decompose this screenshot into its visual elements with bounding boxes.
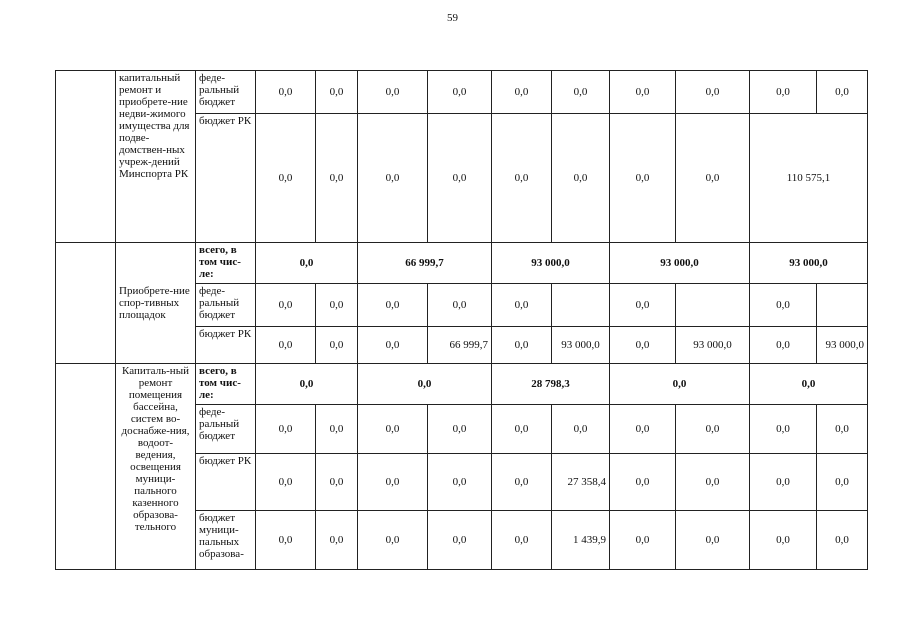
value-cell: 0,0 [256,405,316,454]
value-cell: 0,0 [492,454,552,511]
total-value: 0,0 [358,364,492,405]
value-cell [817,284,868,327]
value-cell: 0,0 [316,71,358,114]
value-cell [552,284,610,327]
value-cell: 0,0 [492,327,552,364]
value-cell [676,284,750,327]
value-cell: 0,0 [817,454,868,511]
source-label: бюджет РК [196,114,256,243]
value-cell: 0,0 [492,405,552,454]
value-cell: 0,0 [256,511,316,570]
value-cell: 0,0 [428,454,492,511]
value-cell: 0,0 [750,511,817,570]
value-cell: 0,0 [676,454,750,511]
source-label: бюджет муници-пальных образова- [196,511,256,570]
total-value: 0,0 [256,243,358,284]
value-cell: 110 575,1 [750,114,868,243]
value-cell: 0,0 [750,284,817,327]
value-cell: 0,0 [492,284,552,327]
value-cell: 93 000,0 [817,327,868,364]
value-cell: 0,0 [358,284,428,327]
source-label: феде-ральный бюджет [196,405,256,454]
page-number: 59 [447,12,458,24]
total-value: 66 999,7 [358,243,492,284]
table-row [56,243,868,284]
total-value: 93 000,0 [492,243,610,284]
value-cell: 0,0 [552,114,610,243]
value-cell: 0,0 [750,327,817,364]
value-cell: 0,0 [428,284,492,327]
total-label: всего, в том чис-ле: [196,243,256,284]
value-cell: 0,0 [358,405,428,454]
table-row [56,364,868,405]
value-cell: 66 999,7 [428,327,492,364]
blank-cell [56,243,116,364]
value-cell: 0,0 [610,71,676,114]
value-cell: 0,0 [552,405,610,454]
total-label: всего, в том чис-ле: [196,364,256,405]
value-cell: 0,0 [610,454,676,511]
value-cell: 0,0 [256,454,316,511]
item-name: Капиталь-ный ремонт помещения бассейна, систем во-доснабже-ния, водоот-ведения, освещения муници-пального казенного образова-тельного [116,364,196,570]
total-value: 93 000,0 [610,243,750,284]
value-cell: 0,0 [316,114,358,243]
value-cell: 0,0 [492,71,552,114]
total-value: 28 798,3 [492,364,610,405]
value-cell: 0,0 [610,405,676,454]
value-cell: 0,0 [610,114,676,243]
total-value: 0,0 [256,364,358,405]
value-cell: 0,0 [428,114,492,243]
value-cell: 0,0 [492,114,552,243]
value-cell: 0,0 [358,511,428,570]
value-cell: 0,0 [750,71,817,114]
value-cell: 0,0 [256,284,316,327]
value-cell: 0,0 [428,71,492,114]
value-cell: 0,0 [610,284,676,327]
source-label: феде-ральный бюджет [196,71,256,114]
value-cell: 0,0 [817,71,868,114]
item-name: капитальный ремонт и приобрете-ние недви-жимого имущества для подве-домствен-ных учреж-дений Минспорта РК [116,71,196,243]
value-cell: 0,0 [817,405,868,454]
value-cell: 0,0 [316,511,358,570]
value-cell: 27 358,4 [552,454,610,511]
value-cell: 1 439,9 [552,511,610,570]
source-label: бюджет РК [196,454,256,511]
value-cell: 0,0 [676,511,750,570]
value-cell: 0,0 [256,71,316,114]
total-value: 0,0 [610,364,750,405]
value-cell: 0,0 [316,327,358,364]
source-label: феде-ральный бюджет [196,284,256,327]
table-row [56,71,868,114]
value-cell: 0,0 [750,405,817,454]
value-cell: 93 000,0 [552,327,610,364]
value-cell: 0,0 [358,454,428,511]
value-cell: 0,0 [750,454,817,511]
blank-cell [56,364,116,570]
value-cell: 0,0 [610,511,676,570]
budget-table [55,70,868,570]
value-cell: 0,0 [316,405,358,454]
item-name: Приобрете-ние спор-тивных площадок [116,243,196,364]
total-value: 0,0 [750,364,868,405]
value-cell: 93 000,0 [676,327,750,364]
total-value: 93 000,0 [750,243,868,284]
value-cell: 0,0 [428,405,492,454]
value-cell: 0,0 [676,71,750,114]
value-cell: 0,0 [316,454,358,511]
value-cell: 0,0 [492,511,552,570]
value-cell: 0,0 [316,284,358,327]
value-cell: 0,0 [610,327,676,364]
value-cell: 0,0 [817,511,868,570]
value-cell: 0,0 [256,114,316,243]
value-cell: 0,0 [358,71,428,114]
value-cell: 0,0 [358,114,428,243]
value-cell: 0,0 [676,114,750,243]
value-cell: 0,0 [428,511,492,570]
source-label: бюджет РК [196,327,256,364]
value-cell: 0,0 [358,327,428,364]
value-cell: 0,0 [256,327,316,364]
value-cell: 0,0 [676,405,750,454]
blank-cell [56,71,116,243]
value-cell: 0,0 [552,71,610,114]
